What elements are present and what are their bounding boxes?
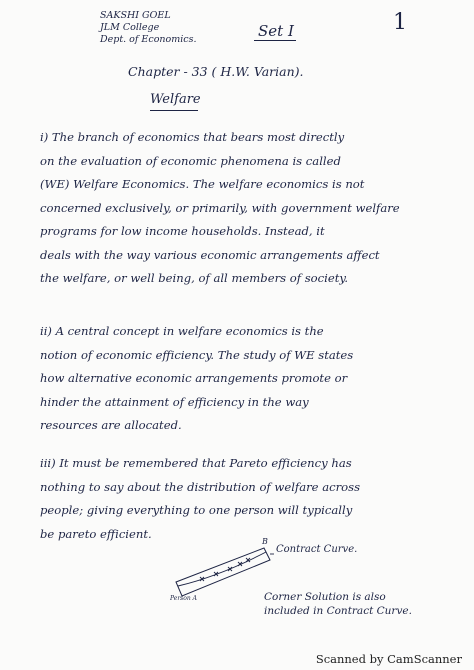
paragraph-1-line: the welfare, or well being, of all members of society. (40, 271, 349, 285)
paragraph-3-line: be pareto efficient. (40, 526, 152, 541)
contract-curve-label: Contract Curve. (276, 544, 358, 555)
paragraph-2-line: how alternative economic arrangements promote or (40, 371, 348, 385)
topic-heading: Welfare (150, 92, 201, 107)
paragraph-1-line: (WE) Welfare Economics. The welfare economics is not (40, 177, 365, 191)
person-a-label: Person A (170, 595, 197, 600)
author-name: SAKSHI GOEL (100, 10, 171, 21)
paragraph-1-line: concerned exclusively, or primarily, with government welfare (40, 200, 400, 215)
paragraph-2 (40, 320, 450, 438)
scanner-watermark: Scanned by CamScanner (315, 652, 462, 666)
note-line: included in Contract Curve. (264, 605, 412, 617)
author-department: Dept. of Economics. (100, 34, 197, 45)
paragraph-2-line: ii) A central concept in welfare economics is the (40, 324, 324, 338)
corner-solution-note (264, 590, 412, 618)
chapter-heading: Chapter - 33 ( H.W. Varian). (128, 64, 304, 79)
topic-underline (150, 110, 198, 111)
author-block (100, 10, 197, 46)
note-line: Corner Solution is also (264, 591, 386, 603)
paragraph-2-line: notion of economic efficiency. The study of WE states (40, 347, 354, 362)
page-number: 1 (393, 10, 407, 35)
paragraph-2-line: hinder the attainment of efficiency in the way (40, 394, 309, 409)
author-college: JLM College (100, 22, 160, 33)
contract-curve-line (178, 552, 266, 586)
paragraph-3-line: people; giving everything to one person will typically (40, 503, 353, 517)
paragraph-1 (40, 126, 450, 291)
paragraph-1-line: on the evaluation of economic phenomena is called (40, 153, 341, 168)
paragraph-1-line: i) The branch of economics that bears most directly (40, 130, 345, 144)
paragraph-3-line: iii) It must be remembered that Pareto efficiency has (40, 456, 352, 470)
set-label: Set I (258, 22, 294, 40)
set-underline (254, 40, 296, 41)
paragraph-3-line: nothing to say about the distribution of welfare across (40, 479, 361, 494)
paragraph-1-line: deals with the way various economic arrangements affect (40, 247, 380, 262)
paragraph-1-line: programs for low income households. Instead, it (40, 224, 325, 238)
point-b-label: B (262, 537, 268, 546)
paragraph-2-line: resources are allocated. (40, 418, 182, 432)
